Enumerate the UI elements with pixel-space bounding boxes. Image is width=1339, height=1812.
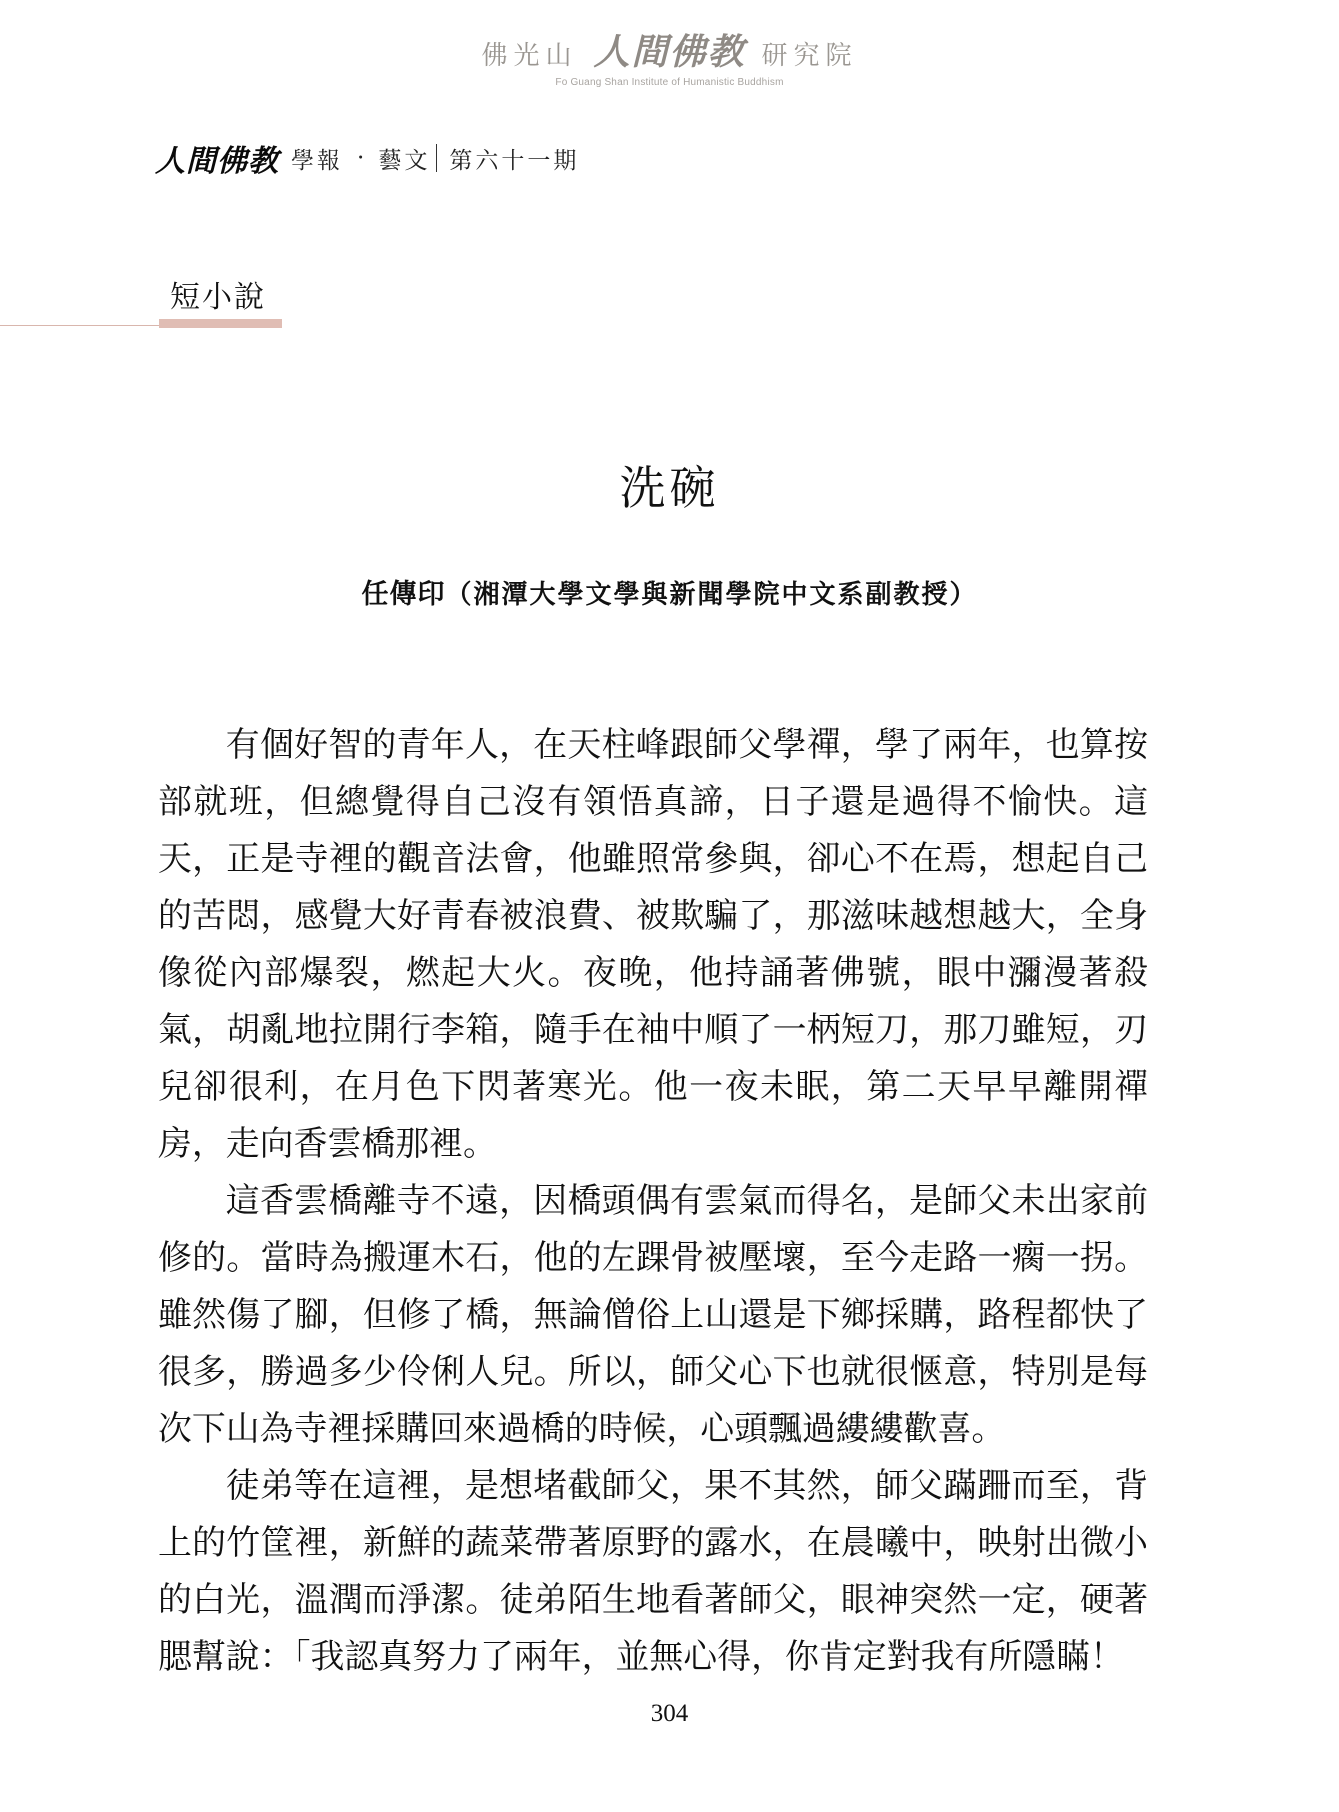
paragraph: 這香雲橋離寺不遠，因橋頭偶有雲氣而得名，是師父未出家前修的。當時為搬運木石，他的左踝骨被壓壞，至今走路一瘸一拐。雖然傷了腳，但修了橋，無論僧俗上山還是下鄉採購，路程都快了很多，勝過多少伶俐人兒。所以，師父心下也就很愜意，特別是每次下山為寺裡採購回來過橋的時候，心頭飄過縷縷歡喜。 [158,1181,1148,1448]
institute-logo: 人間佛教 [593,31,746,73]
journal-divider [436,144,437,172]
author-affiliation: （湘潭大學文學與新聞學院中文系副教授） [445,580,978,610]
institute-suffix: 研究院 [761,41,858,71]
author-name: 任傳印 [361,579,446,610]
section-label: 短小說 [170,280,266,315]
journal-name: 學報 [291,147,343,174]
article-body [158,716,1148,1685]
journal-issue: 第六十一期 [449,147,580,174]
journal-separator-dot: · [357,145,365,171]
institute-prefix: 佛光山 [481,41,578,71]
journal-logo: 人間佛教 [155,144,279,179]
section-accent-bar [159,319,282,328]
article-title: 洗碗 [619,461,720,515]
page-number: 304 [650,1700,689,1727]
institute-english-name: Fo Guang Shan Institute of Humanistic Buddhism [555,77,784,88]
paragraph: 有個好智的青年人，在天柱峰跟師父學禪，學了兩年，也算按部就班，但總覺得自己沒有領悟真諦，日子還是過得不愉快。這天，正是寺裡的觀音法會，他雖照常參與，卻心不在焉，想起自己的苦悶，感覺大好青春被浪費、被欺騙了，那滋味越想越大，全身像從內部爆裂，燃起大火。夜晚，他持誦著佛號，眼中瀰漫著殺氣，胡亂地拉開行李箱，隨手在袖中順了一柄短刀，那刀雖短，刃兒卻很利，在月色下閃著寒光。他一夜未眠，第二天早早離開禪房，走向香雲橋那裡。 [158,725,1148,1163]
section-rule-line [0,325,159,326]
article-byline [0,572,1339,611]
journal-running-header [155,138,579,178]
institute-logo-line [481,24,857,75]
journal-section: 藝文 [378,147,431,174]
institute-header [0,24,1339,88]
paragraph: 徒弟等在這裡，是想堵截師父，果不其然，師父蹣跚而至，背上的竹筐裡，新鮮的蔬菜帶著原野的露水，在晨曦中，映射出微小的白光，溫潤而淨潔。徒弟陌生地看著師父，眼神突然一定，硬著腮幫說：「我認真努力了兩年，並無心得，你肯定對我有所隱瞞！ [158,1466,1148,1676]
